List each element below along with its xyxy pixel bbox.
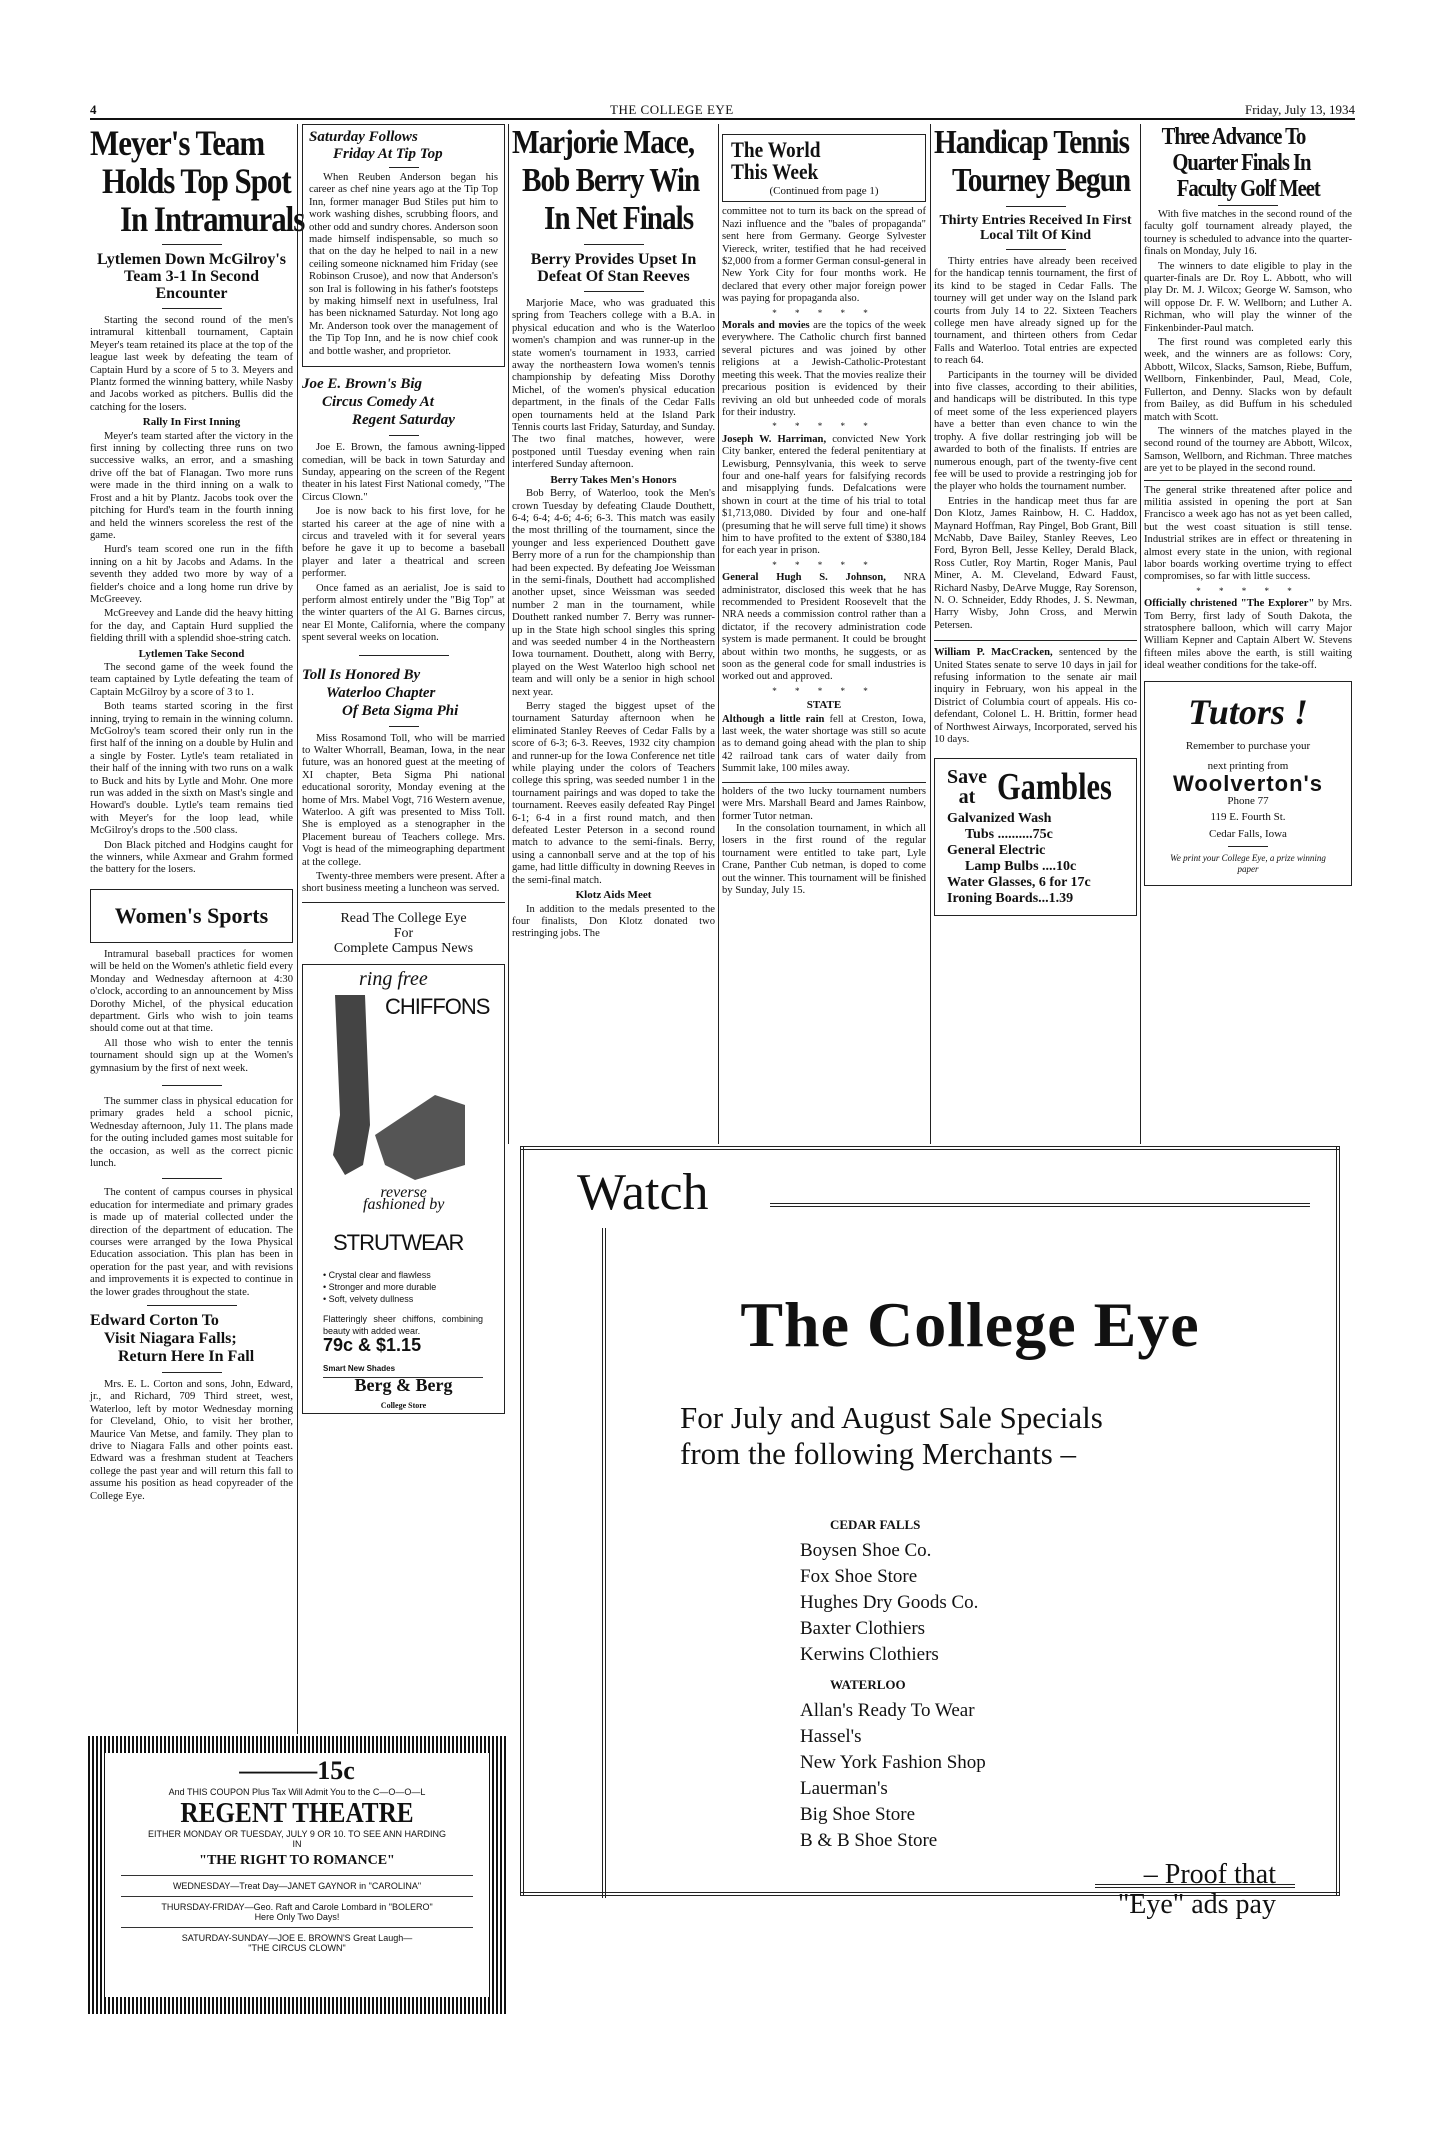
world-box: The World This Week (Continued from page 1) xyxy=(722,134,926,202)
watch-tagline: For July and August Sale Specials from the following Merchants – xyxy=(680,1400,1103,1471)
merchant: Boysen Shoe Co. xyxy=(800,1540,932,1561)
ad-desc: Flatteringly sheer chiffons, combining beauty with added wear. xyxy=(323,1313,483,1336)
merchant: Hassel's xyxy=(800,1726,862,1747)
ad-title: CHIFFONS xyxy=(385,993,490,1019)
paragraph: Hurd's team scored one run in the fifth inning on a hit by Jacobs and Adams. In the seventh they added two more by way of a fielder's choice and a long home run drive by McGreevey. xyxy=(90,544,293,605)
chiffons-ad xyxy=(302,964,505,1414)
paragraph: Twenty-three members were present. After a short business meeting a luncheon was served. xyxy=(302,871,505,895)
merchant: Hughes Dry Goods Co. xyxy=(800,1592,979,1613)
tiptop-box: Saturday Follows Friday At Tip Top When Reuben Anderson began his career as chef nine years ago at the Tip Top Inn, former manager Bud Stiles put him to work washing dishes, scrubbing floors, and other odd and sundry chores. Anderson soon made himself indispensable, so much so that on the day he helped to nail in a new ceiling someone nicknamed him Friday (see Robinson Crusoe), and now that Anderson's son Iral is following in his father's footsteps by making himself next in usefulness, Iral has been nicknamed Saturday. Not long ago Mr. Anderson took over the management of the Tip Top Inn, and he is now chief cook and bottle washer, and proprietor. xyxy=(302,124,505,367)
paragraph: In the consolation tournament, in which all losers in the first round of the regular tournament were entitled to take part, Lyle Crane, Panther Cub netman, is doped to come out the winner. This tournament will be finished by Sunday, July 15. xyxy=(722,822,926,896)
column-rule xyxy=(508,124,509,1144)
ad-store-sub: College Store xyxy=(380,1400,427,1410)
paragraph: The general strike threatened after police and militia assisted in opening the port at San Francisco a week ago has not as yet been called, but the west coast situation is still tense. Industrial strikes are in effect or threatening in almost every state in the union, with regional labor boards working overtime trying to effect compromises, so far with little success. xyxy=(1144,484,1352,583)
toll-headline: Toll Is Honored By Waterloo Chapter Of Beta Sigma Phi xyxy=(302,666,459,719)
world-this-week: The World This Week (Continued from page 1) committee not to turn its back on the spread of Nazi influence and the "bales of propaganda" sent here from Germany. George Sylvester Viereck, writer, testified that he had received $2,000 from a former German consul-general in New York City for four months work. He declared that every other major foreign power was paying for propaganda also. * * * * * Morals and movies are the topics of the week everywhere. The Catholic church first banned several pictures and was joined by other religions at a Jewish-Catholic-Protestant meeting this week. That the movies realize their precarious position is evidenced by their reviving an old but unheeded code of morals for their industry. * * * * * Joseph W. Harriman, convicted New York City banker, entered the federal penitentiary at Lewisburg, Pennsylvania, this week to serve four and one-half years for falsifying records and misapplying funds. Defalcations were shown in court at the time of his trial to total $1,713,080. Divided by four and one-half (presuming that he will serve full time) it shows him to have profited to the extent of $380,184 for each year in prison. * * * * * General Hugh S. Johnson, NRA administrator, disclosed this week that he has recommended to President Roosevelt that the NRA needs a commission control rather than a dictator, if the recovery administration code system is made permanent. It could be brought about within two months, he suggests, or as soon as the general code for small industries is worked out and approved. * * * * * STATE Although a little rain fell at Creston, Iowa, last week, the water shortage was still so acute as to demand going ahead with the plan to ship 42 railroad tank cars of water daily from Summit lake, 100 miles away. holders of the two lucky tournament numbers were Mrs. Marshall Beard and James Rainbow, former Tutor netman. In the consolation tournament, in which all losers in the first round of the regular tournament were entitled to take part, Lyle Crane, Panther Cub netman, is doped to come out the winner. This tournament will be finished by Sunday, July 15. xyxy=(722,134,926,899)
ad-script: ring free xyxy=(359,967,428,990)
section-subhead: Berry Takes Men's Honors xyxy=(550,473,677,486)
paragraph: holders of the two lucky tournament numbers were Mrs. Marshall Beard and James Rainbow, former Tutor netman. xyxy=(722,785,926,822)
paragraph: The first round was completed early this week, and the winners are as follows: Cory, Abbott, Wilcox, Slacks, Samson, Riebe, Buffum, Wellborn, Finkenbinder, Paul, Mead, Cole, Fullerton, and Denny. Slacks won by default from Bailey, as did Buffum in his scheduled match with Scott. xyxy=(1144,337,1352,423)
headline-line: Holds Top Spot xyxy=(102,161,291,201)
paragraph: The summer class in physical education for primary grades held a school picnic, Wednesday afternoon, July 11. The plans made for the outing included games most suitable for the occasion, as well as the correct picnic lunch. xyxy=(90,1095,293,1169)
waterloo-heading: WATERLOO xyxy=(830,1677,906,1692)
paragraph: The winners to date eligible to play in the quarter-finals are Dr. Roy L. Abbott, who will play Dr. M. J. Wilcox; George W. Samson, who will oppose Dr. F. W. Wellborn; and Luther A. Richman, who will play the winner of the Finkenbinder-Paul match. xyxy=(1144,260,1352,334)
subheadline: Berry Provides Upset In Defeat Of Stan Reeves xyxy=(530,251,697,285)
brown-headline: Joe E. Brown's Big Circus Comedy At Regent Saturday xyxy=(302,376,455,429)
watch-ad-right-rule xyxy=(1336,1146,1340,1896)
paragraph: Starting the second round of the men's intramural kittenball tournament, Captain Meyer's team retained its place at the top of the league last week by defeating the team of Captain Hurd by a score of 5 to 3. Meyers and Plantz formed the winning battery, while Nasby and Jacobs worked as pitchers. Bullis did the catching for the losers. xyxy=(90,315,293,413)
ad-shades: Smart New Shades xyxy=(323,1363,396,1373)
womens-sports-box: Women's Sports xyxy=(90,889,293,943)
subheadline: Lytlemen Down McGilroy's Team 3-1 In Second Encounter xyxy=(96,251,287,302)
article-golf-meet: Three Advance To Quarter Finals In Faculty Golf Meet With five matches in the second round of the faculty golf tournament already played, the tourney is scheduled to advance into the quarter-finals on Monday, July 16. The winners to date eligible to play in the quarter-finals are Dr. Roy L. Abbott, who will play Dr. M. J. Wilcox; George W. Samson, who will oppose Dr. F. W. Wellborn; and Luther A. Richman, who will play the winner of the Finkenbinder-Paul match. The first round was completed early this week, and the winners are as follows: Cory, Abbott, Wilcox, Slacks, Samson, Riebe, Buffum, Wellborn, Finkenbinder, Paul, Mead, Cole, Fullerton, and Denny. Slacks won by default from Bailey, as did Buffum in his scheduled match with Scott. The winners of the matches played in the second round of the tourney are Abbott, Wilcox, Samson, Wellborn, and Richman. Three matches are yet to be played in the second round. The general strike threatened after police and militia assisted in opening the port at San Francisco a week ago has not as yet been called, but the west coast situation is still tense. Industrial strikes are in effect or threatening in almost every state in the union, with regional labor boards working overtime trying to effect compromises, so far with little success. * * * * * Officially christened "The Explorer" by Mrs. Tom Berry, first lady of South Dakota, the stratosphere balloon, which will carry Major William Kepner and Captain Albert W. Stevens fifteen miles above the earth, is still waiting ideal weather conditions for the take-off. Tutors ! Remember to purchase your next printing from Woolverton's Phone 77 119 E. Fourth St. Cedar Falls, Iowa We print your College Eye, a prize winning paper xyxy=(1144,124,1352,886)
paragraph: Mrs. E. L. Corton and sons, John, Edward, jr., and Richard, 709 Third street, west, Waterloo, left by motor Wednesday morning for Cleveland, Ohio, to visit her brother, Maurice Van Metse, and family. They plan to drive to Niagara Falls and other points east. Edward was a freshman student at Teachers college the past year and will return this fall to assume his position as head copyreader of the College Eye. xyxy=(90,1379,293,1502)
paragraph: When Reuben Anderson began his career as chef nine years ago at the Tip Top Inn, former manager Bud Stiles put him to work washing dishes, scrubbing floors, and other odd and sundry chores. Anderson soon made himself indispensable, so much so that on the day he helped to nail in a new ceiling someone nicknamed him Friday (see Robinson Crusoe), and now that Anderson's son Iral is following in his father's footsteps by making himself next in usefulness, Iral has been nicknamed Saturday. Not long ago Mr. Anderson took over the management of the Tip Top Inn, and he is now chief cook and bottle washer, and proprietor. xyxy=(309,172,498,357)
watch-ad-top-rule xyxy=(520,1146,1340,1150)
paragraph: committee not to turn its back on the spread of Nazi influence and the "bales of propaganda" sent here from Germany. George Sylvester Viereck, writer, testified that he had received $2,000 from a former German consul-general in New York City for four months work. He declared that every other major foreign power was paying for propaganda also. xyxy=(722,206,926,305)
article-meyers-team xyxy=(90,123,305,1505)
read-college-eye-promo: Read The College Eye For Complete Campus News xyxy=(333,910,474,956)
column-2 xyxy=(302,124,505,1414)
paragraph: Intramural baseball practices for women will be held on the Women's athletic field every Monday and Wednesday afternoon at 4:30 o'clock, according to an announcement by Miss Dorothy Michel, of the physical education department. Girls who wish to join teams should come out at that time. xyxy=(90,948,293,1035)
page-number: 4 xyxy=(90,102,97,117)
merchant: New York Fashion Shop xyxy=(800,1752,986,1773)
subheadline: Thirty Entries Received In First Local Tilt Of Kind xyxy=(939,213,1132,243)
merchant: Baxter Clothiers xyxy=(800,1618,926,1639)
paragraph: Participants in the tourney will be divided into five classes, according to their abilities, and handicaps will be distributed. In this type of meet some of the less experienced players have a better than even chance to win the trophy. A five dollar restringing job will be awarded to both of the finalists. If entries are numerous enough, part of the twenty-five cent fee will be used to provide a restringing job for the player who holds the tournament number. xyxy=(934,369,1137,493)
merchant: Lauerman's xyxy=(800,1778,888,1799)
paragraph: Berry staged the biggest upset of the tournament Saturday afternoon when he eliminated Stanley Reeves of Cedar Falls by a score of 6-3; 6-3. Reeves, 1932 city champion and runner-up for the Iowa Conference net title while playing under the colors of Teachers college this spring, was seeded number 1 in the tournament pairings and was doped to take the tournament. Reeves easily defeated Ray Pingel 6-1; 6-4 in a first round match, and then defeated Lester Peterson in a second round match to advance to the semi-finals. Berry, using a cannonball serve and at the top of his game, had little difficulty in downing Reeves in the semi-final match. xyxy=(512,701,715,886)
column-rule xyxy=(297,124,298,1734)
regent-theatre-ad: ———15c And THIS COUPON Plus Tax Will Admit You to the C—O—O—L REGENT THEATRE EITHER MONDAY OR TUESDAY, JULY 9 OR 10. TO SEE ANN HARDING IN "THE RIGHT TO ROMANCE" WEDNESDAY—Treat Day—JANET GAYNOR in "CAROLINA" THURSDAY-FRIDAY—Geo. Raft and Carole Lombard in "BOLERO" Here Only Two Days! SATURDAY-SUNDAY—JOE E. BROWN'S Great Laugh— "THE CIRCUS CLOWN" xyxy=(105,1753,489,1997)
ad-brand: STRUTWEAR xyxy=(333,1229,464,1255)
paragraph: Don Black pitched and Hodgins caught for the winners, while Axmear and Grahm formed the battery for the losers. xyxy=(90,839,293,876)
ad-price: 79c & $1.15 xyxy=(323,1334,422,1355)
column-rule xyxy=(718,124,719,1144)
watch-rule xyxy=(770,1203,1310,1207)
paragraph: Once famed as an aerialist, Joe is said to perform almost entirely under the "Big Top" at the winter quarters of the Al G. Barnes circus, near El Monte, California, where the company spent several weeks on location. xyxy=(302,582,505,644)
merchant: Allan's Ready To Wear xyxy=(800,1700,975,1721)
college-eye-wordmark: The College Eye xyxy=(740,1289,1200,1360)
paragraph: McGreevey and Lande did the heavy hitting for the day, and Captain Hurd supplied the fielding thrill with a splendid shoe-string catch. xyxy=(90,608,293,645)
article-mace-berry: Marjorie Mace, Bob Berry Win In Net Finals Berry Provides Upset In Defeat Of Stan Reeves Marjorie Mace, who was graduated this spring from Teachers college with a B.A. in physical education and who is the Waterloo women's champion and was runner-up in the state women's tournament in 1933, carried away the northeastern Iowa women's tennis championship by defeating Miss Dorothy Michel, of the women's physical education department, in the finals of the Cedar Falls open tournaments held at the Island Park Tennis courts last Friday, Saturday, and Sunday. The two final matches, however, were postponed until Tuesday evening when rain interfered Sunday afternoon. Berry Takes Men's Honors Bob Berry, of Waterloo, took the Men's crown Tuesday by defeating Claude Douthett, 6-4; 6-4; 4-6; 4-6; 6-3. This match was easily the most thrilling of the tournament, since the younger and less experienced Douthett gave Berry more of a run for the championship than had been expected. By defeating Joe Weissman in the semi-finals, Douthett had accomplished another upset, since Weissman was seeded number 2 man in the tournament, while Douthett ranked number 7. Berry was runner-up in the State high school singles this spring and was seeded number 4 in the Northeastern Iowa tournament. Douthett, along with Berry, played on the West Waterloo high school net team and will only be a senior in high school next year. Berry staged the biggest upset of the tournament Saturday afternoon when he eliminated Stanley Reeves of Cedar Falls by a score of 6-3; 6-3. Reeves, 1932 city champion and runner-up for the Iowa Conference net title while playing under the colors of Teachers college this spring, was seeded number 1 in the tournament pairings and was doped to take the tournament. Reeves easily defeated Ray Pingel 6-1; 6-4 in a first round match, and then defeated Lester Peterson in a second round match to advance to the semi-finals. Berry, using a cannonball serve and at the top of his game, had little difficulty in downing Reeves in the semi-final match. Klotz Aids Meet In addition to the medals presented to the four finalists, Don Klotz donated two restringing jobs. The xyxy=(512,124,715,940)
corton-headline: Edward Corton To Visit Niagara Falls; Return Here In Fall xyxy=(90,1312,255,1366)
gambles-ad: Save at Gambles Galvanized Wash Tubs ..........75c General Electric Lamp Bulbs ....10c Water Glasses, 6 for 17c Ironing Boards...1.39 xyxy=(934,758,1137,916)
ad-store: Berg & Berg xyxy=(354,1374,453,1395)
paragraph: Joe is now back to his first love, for he started his career at the age of nine with a circus and traveled with it for several years before he gave it up to become a baseball player and later a theatrical and screen performer. xyxy=(302,506,505,580)
section-subhead: Klotz Aids Meet xyxy=(575,889,652,902)
paragraph: The second game of the week found the team captained by Lytle defeating the team of Captain McGilroy by a score of 3 to 1. xyxy=(90,661,293,698)
masthead xyxy=(90,100,1355,120)
ad-bullets: • Crystal clear and flawless • Stronger and more durable • Soft, velvety dullness xyxy=(323,1269,437,1304)
paragraph: Meyer's team started after the victory in the first inning by collecting three runs on two successive walks, an error, and a smashing drive off the bat of Flanagan. Two more runs were made in the third inning on a walk to Frost and a hit by Plantz. Jacobs took over the pitching for Hurd's team in the fourth inning and held the winners scoreless the rest of the game. xyxy=(90,430,293,541)
proof-tagline: – Proof that "Eye" ads pay xyxy=(1117,1859,1276,1920)
merchant: Big Shoe Store xyxy=(800,1804,916,1825)
column-rule xyxy=(930,124,931,1144)
merchant: B & B Shoe Store xyxy=(800,1830,938,1851)
cedar-falls-heading: CEDAR FALLS xyxy=(830,1517,921,1532)
ad-script: reverse fashioned by xyxy=(363,1183,445,1214)
paragraph: Joe E. Brown, the famous awning-lipped comedian, will be back in town Saturday and Sunday, appearing on the screen of the Regent theater in his latest First National comedy, "The Circus Clown." xyxy=(302,442,505,503)
headline-line: In Intramurals xyxy=(120,199,305,239)
paragraph: Miss Rosamond Toll, who will be married to Walter Whorrall, Beaman, Iowa, in the near future, was an honored guest at the meeting of XI chapter, Beta Sigma Phi national educational sorority, Monday evening at the home of Mrs. Mabel Vogt, 716 Western avenue, Waterloo. A gift was presented to Miss Toll. She is employed as a stenographer in the Placement bureau of Teachers college. Mrs. Vogt is head of the mimeographing department at the college. xyxy=(302,732,505,868)
paragraph: The winners of the matches played in the second round of the tourney are Abbott, Wilcox, Samson, Wellborn, and Richman. Three matches are yet to be played in the second round. xyxy=(1144,425,1352,475)
paragraph: The content of campus courses in physical education for intermediate and primary grades is made up of material collected under the direction of the department of education. The courses were arranged by the Iowa Physical Education association. This plan has been in operation for the past year, and with revisions and improvements it is expected to continue in the lower grades throughout the state. xyxy=(90,1187,293,1298)
paragraph: In addition to the medals presented to the four finalists, Don Klotz donated two restringing jobs. The xyxy=(512,903,715,940)
merchant-list xyxy=(800,1512,986,1854)
section-subhead: Lytlemen Take Second xyxy=(138,647,245,660)
stocking-illustration-icon xyxy=(315,985,485,1185)
paragraph: Entries in the handicap meet thus far are Don Klotz, James Rainbow, H. C. Haddox, Maynard Hoffman, Ray Pingel, Bob Grant, Bill McNabb, Dave Bailey, Stanley Reeves, Leo Ford, Byron Bell, Jesse Kelley, Derald Black, Ross Cutler, Roy Martin, Roger Manis, Paul Miner, A. M. Cleveland, Edward Faust, Richard Nasby, DeArve Mugge, Ray Sorenson, N. O. Schneider, Eddy Rhodes, J. S. Newman, Harry Wisby, John Cross, and Merwin Petersen. xyxy=(934,495,1137,631)
paragraph: All those who wish to enter the tennis tournament should sign up at the Women's gymnasium by the first of next week. xyxy=(90,1037,293,1074)
merchant: Fox Shoe Store xyxy=(800,1566,918,1587)
column-rule xyxy=(1140,124,1141,1144)
paragraph: Marjorie Mace, who was graduated this spring from Teachers college with a B.A. in physical education and who is the Waterloo women's champion and was runner-up in the state women's tournament in 1933, carried away the northeastern Iowa women's tennis championship by defeating Miss Dorothy Michel, of the women's physical education department, in the finals of the Cedar Falls open tournaments held at the Island Park Tennis courts last Friday, Saturday, and Sunday. The two final matches, however, were postponed until Tuesday evening when rain interfered Sunday afternoon. xyxy=(512,298,715,471)
paragraph: Bob Berry, of Waterloo, took the Men's crown Tuesday by defeating Claude Douthett, 6-4; 6-4; 4-6; 4-6; 6-3. This match was easily the most thrilling of the tournament, since the younger and less experienced Douthett gave Berry more of a run for the championship than had been expected. By defeating Joe Weissman in the semi-finals, Douthett had accomplished another upset, since Weissman was seeded number 2 man in the tournament, while Douthett ranked number 7. Berry was runner-up in the State high school singles this spring and was seeded number 4 in the Northeastern Iowa tournament. Douthett, along with Berry, played on the West Waterloo high school net team and will only be a senior in high school next year. xyxy=(512,488,715,698)
merchant: Kerwins Clothiers xyxy=(800,1644,939,1665)
section-subhead: Rally In First Inning xyxy=(142,416,241,429)
issue-date: Friday, July 13, 1934 xyxy=(1244,102,1355,117)
paragraph: Both teams started scoring in the first inning, trying to remain in the winning column. McGolroy's team scored their only run in the first half of the inning on a double by Hulin and a single by Foster. Lytle's team retaliated in their half of the inning with two runs on a walk to Buck and hits by Lytle and Mohr. One more run was added in the sixth on Mast's single and Howard's double. Lytle's team remains tied with Meyer's for the loop lead, while McGilroy's drops to the .500 class. xyxy=(90,701,294,837)
watch-label: Watch xyxy=(577,1164,709,1221)
headline-line: Meyer's Team xyxy=(90,123,265,163)
paper-title: THE COLLEGE EYE xyxy=(610,102,734,117)
watch-ad-left-rule xyxy=(520,1146,524,1896)
article-handicap-tennis: Handicap Tennis Tourney Begun Thirty Entries Received In First Local Tilt Of Kind Thirty entries have already been received for the handicap tennis tournament, the first of its kind to be staged in Cedar Falls. The tourney will get under way on the Island park courts from July 14 to 22. Sixteen Teachers college men have already signed up for the tournament, and thirteen others from Cedar Falls and Waterloo. Total entries are expected to reach 64. Participants in the tourney will be divided into five classes, according to their abilities, and handicaps will be distributed. In this type of meet some of the less experienced players have a better than even chance to win the trophy. A five dollar restringing job will be awarded to both of the finalists. If entries are numerous enough, part of the twenty-five cent fee will be used to provide a restringing job for the player who holds the tournament number. Entries in the handicap meet thus far are Don Klotz, James Rainbow, H. C. Haddox, Maynard Hoffman, Ray Pingel, Bob Grant, Bill McNabb, Dave Bailey, Stanley Reeves, Leo Ford, Byron Bell, Jesse Kelley, Derald Black, Ross Cutler, Roy Martin, Roger Manis, Paul Miner, A. M. Cleveland, Edward Faust, Richard Nasby, DeArve Mugge, Ray Sorenson, N. O. Schneider, Eddy Rhodes, J. S. Newman, Harry Wisby, John Cross, and Merwin Petersen. William P. MacCracken, sentenced by the United States senate to serve 10 days in jail for refusing information to the senate air mail inquiry in February, won his appeal in the District of Columbia court of appeals. His co-defendant, Colonel L. H. Brittin, former head of Northwest Airways, Incorporated, served his 10 days. Save at Gambles Galvanized Wash Tubs ..........75c General Electric Lamp Bulbs ....10c Water Glasses, 6 for 17c Ironing Boards...1.39 xyxy=(934,124,1137,916)
paragraph: With five matches in the second round of the faculty golf tournament already played, the tourney is scheduled to advance into the quarter-finals on Monday, July 16. xyxy=(1144,209,1352,258)
paragraph: Thirty entries have already been received for the handicap tennis tournament, the first of its kind to be staged in Cedar Falls. The tourney will get under way on the Island park courts from July 14 to 22. Sixteen Teachers college men have already signed up for the tournament, and thirteen others from Cedar Falls and Waterloo. Total entries are expected to reach 64. xyxy=(934,256,1137,367)
tutors-ad: Tutors ! Remember to purchase your next printing from Woolverton's Phone 77 119 E. Fourth St. Cedar Falls, Iowa We print your College Eye, a prize winning paper xyxy=(1144,681,1352,886)
